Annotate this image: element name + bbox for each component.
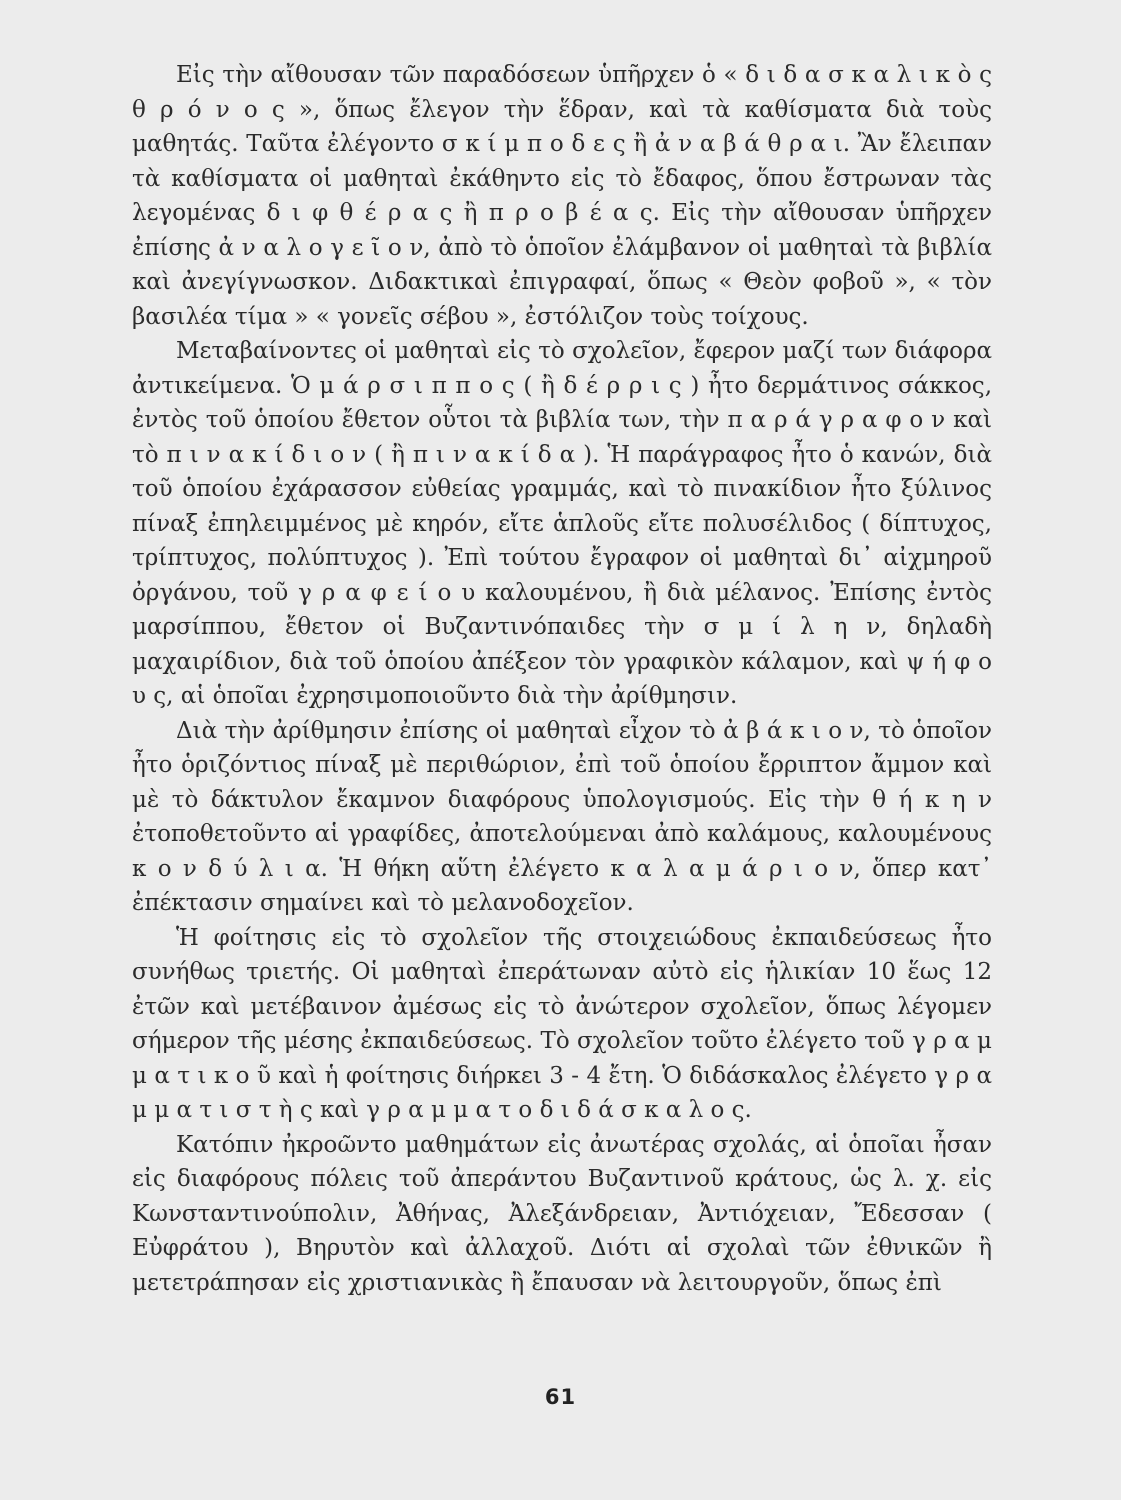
paragraph-4: Ἡ φοίτησις εἰς τὸ σχολεῖον τῆς στοιχειώδους ἐκπαιδεύσεως ἦτο συνήθως τριετής. Οἱ μαθηταὶ ἐπεράτωναν αὐτὸ εἰς ἡλικίαν 10 ἕως 12 ἐτῶν καὶ μετέβαινον ἀμέσως εἰς τὸ ἀνώτερον σχολεῖον, ὅπως λέγομεν σήμερον τῆς μέσης ἐκπαιδεύσεως. Τὸ σχολεῖον τοῦτο ἐλέγετο τοῦ γ ρ α μ μ α τ ι κ ο ῦ καὶ ἡ φοίτησις διήρκει 3 - 4 ἔτη. Ὁ διδάσκαλος ἐλέγετο γ ρ α μ μ α τ ι σ τ ὴ ς καὶ γ ρ α μ μ α τ ο δ ι δ ά σ κ α λ ο ς. <box>132 924 992 1123</box>
paragraph-5: Κατόπιν ἠκροῶντο μαθημάτων εἰς ἀνωτέρας σχολάς, αἱ ὁποῖαι ἦσαν εἰς διαφόρους πόλεις τοῦ ἀπεράντου Βυζαντινοῦ κράτους, ὡς λ. χ. εἰς Κωνσταντινούπολιν, Ἀθήνας, Ἀλεξάνδρειαν, Ἀντιόχειαν, Ἔδεσσαν ( Εὐφράτου ), Βηρυτὸν καὶ ἀλλαχοῦ. Διότι αἱ σχολαὶ τῶν ἐθνικῶν ἢ μετετράπησαν εἰς χριστιανικὰς ἢ ἔπαυσαν νὰ λειτουργοῦν, ὅπως ἐπὶ <box>132 1131 992 1296</box>
paragraph-2: Μεταβαίνοντες οἱ μαθηταὶ εἰς τὸ σχολεῖον, ἔφερον μαζί των διάφορα ἀντικείμενα. Ὁ μ ά ρ σ ι π π ο ς ( ἢ δ έ ρ ρ ι ς ) ἦτο δερμάτινος σάκκος, ἐντὸς τοῦ ὁποίου ἔθετον οὗτοι τὰ βιβλία των, τὴν π α ρ ά γ ρ α φ ο ν καὶ τὸ π ι ν α κ ί δ ι ο ν ( ἢ π ι ν α κ ί δ α ). Ἡ παράγραφος ἦτο ὁ κανών, διὰ τοῦ ὁποίου ἐχάρασσον εὐθείας γραμμάς, καὶ τὸ πινακίδιον ἦτο ξύλινος πίναξ ἐπηλειμμένος μὲ κηρόν, εἴτε ἁπλοῦς εἴτε πολυσέλιδος ( δίπτυχος, τρίπτυχος, πολύπτυχος ). Ἐπὶ τούτου ἔγραφον οἱ μαθηταὶ δι᾽ αἰχμηροῦ ὀργάνου, τοῦ γ ρ α φ ε ί ο υ καλουμένου, ἢ διὰ μέλανος. Ἐπίσης ἐντὸς μαρσίππου, ἔθετον οἱ Βυζαντινόπαιδες τὴν σ μ ί λ η ν, δηλαδὴ μαχαιρίδιον, διὰ τοῦ ὁποίου ἀπέξεον τὸν γραφικὸν κάλαμον, καὶ ψ ή φ ο υ ς, αἱ ὁποῖαι ἐχρησιμοποιοῦντο διὰ τὴν ἀρίθμησιν. <box>132 338 993 709</box>
page-number: 61 <box>544 1385 577 1409</box>
paragraph-1: Εἰς τὴν αἴθουσαν τῶν παραδόσεων ὑπῆρχεν ὁ « δ ι δ α σ κ α λ ι κ ὸ ς θ ρ ό ν ο ς », ὅπως ἔλεγον τὴν ἕδραν, καὶ τὰ καθίσματα διὰ τοὺς μαθητάς. Ταῦτα ἐλέγοντο σ κ ί μ π ο δ ε ς ἢ ἀ ν α β ά θ ρ α ι. Ἂν ἔλειπαν τὰ καθίσματα οἱ μαθηταὶ ἐκάθηντο εἰς τὸ ἔδαφος, ὅπου ἔστρωναν τὰς λεγομένας δ ι φ θ έ ρ α ς ἢ π ρ ο β έ α ς. Εἰς τὴν αἴθουσαν ὑπῆρχεν ἐπίσης ἀ ν α λ ο γ ε ῖ ο ν, ἀπὸ τὸ ὁποῖον ἐλάμβανον οἱ μαθηταὶ τὰ βιβλία καὶ ἀνεγίγνωσκον. Διδακτικαὶ ἐπιγραφαί, ὅπως « Θεὸν φοβοῦ », « τὸν βασιλέα τίμα » « γονεῖς σέβου », ἐστόλιζον τοὺς τοίχους. <box>132 62 992 330</box>
body-text <box>132 58 992 1300</box>
paragraph-3: Διὰ τὴν ἀρίθμησιν ἐπίσης οἱ μαθηταὶ εἶχον τὸ ἀ β ά κ ι ο ν, τὸ ὁποῖον ἦτο ὁριζόντιος πίναξ μὲ περιθώριον, ἐπὶ τοῦ ὁποίου ἔρριπτον ἄμμον καὶ μὲ τὸ δάκτυλον ἔκαμνον διαφόρους ὑπολογισμούς. Εἰς τὴν θ ή κ η ν ἐτοποθετοῦντο αἱ γραφίδες, ἀποτελούμεναι ἀπὸ καλάμους, καλουμένους κ ο ν δ ύ λ ι α. Ἡ θήκη αὕτη ἐλέγετο κ α λ α μ ά ρ ι ο ν, ὅπερ κατ᾽ ἐπέκτασιν σημαίνει καὶ τὸ μελανοδοχεῖον. <box>132 717 992 916</box>
